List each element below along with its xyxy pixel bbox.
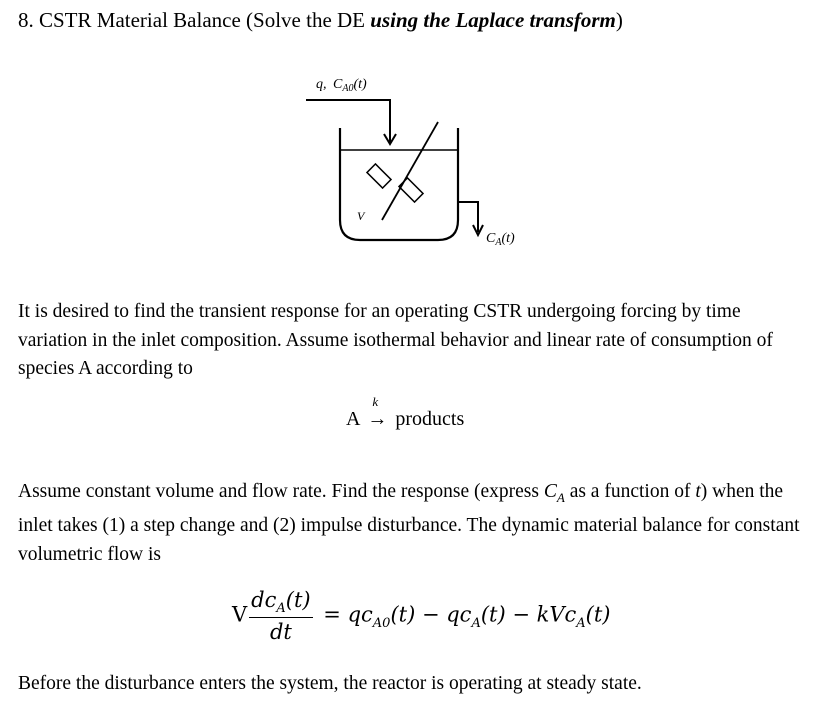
cstr-diagram <box>290 72 550 262</box>
rate-constant: k <box>372 394 379 409</box>
inlet-label: q, $C_{A0}(t)$ <box>316 77 367 94</box>
reactant: A <box>346 408 360 430</box>
problem-title <box>18 8 623 33</box>
outlet-label: $C_A(t)$ <box>486 231 515 248</box>
material-balance-equation: V $\frac{dc_A(t)}{dt}$ = $qc_{A0}(t) - qc_A(t) - kVc_A(t)$ <box>232 588 611 645</box>
title-suffix: ) <box>615 8 623 32</box>
inlet-pipe <box>306 100 390 142</box>
steady-state-paragraph: Before the disturbance enters the system, the reactor is operating at steady state. <box>18 673 642 694</box>
volume-label: V <box>357 209 365 223</box>
reaction-equation <box>346 394 465 431</box>
title-emphasis: using the Laplace transform <box>370 8 616 32</box>
eq-lhs-V: V <box>232 602 248 627</box>
eq-derivative: $\frac{dc_A(t)}{dt}$ <box>251 588 311 645</box>
problem-task-paragraph: Assume constant volume and flow rate. Find the response (express $C_A$ as a function of t) when the inlet takes (1) a step change and (2) impulse disturbance. The dynamic material balance for constant volumetric flow is <box>18 481 800 565</box>
problem-intro-paragraph: It is desired to find the transient response for an operating CSTR undergoing forcing by time variation in the inlet composition. Assume isothermal behavior and linear rate of consumption of species A according to <box>18 301 773 379</box>
product: products <box>395 408 465 430</box>
title-prefix: 8. CSTR Material Balance (Solve the DE <box>18 8 371 32</box>
reactor-vessel <box>340 128 458 240</box>
reaction-arrow: k → <box>367 394 388 430</box>
